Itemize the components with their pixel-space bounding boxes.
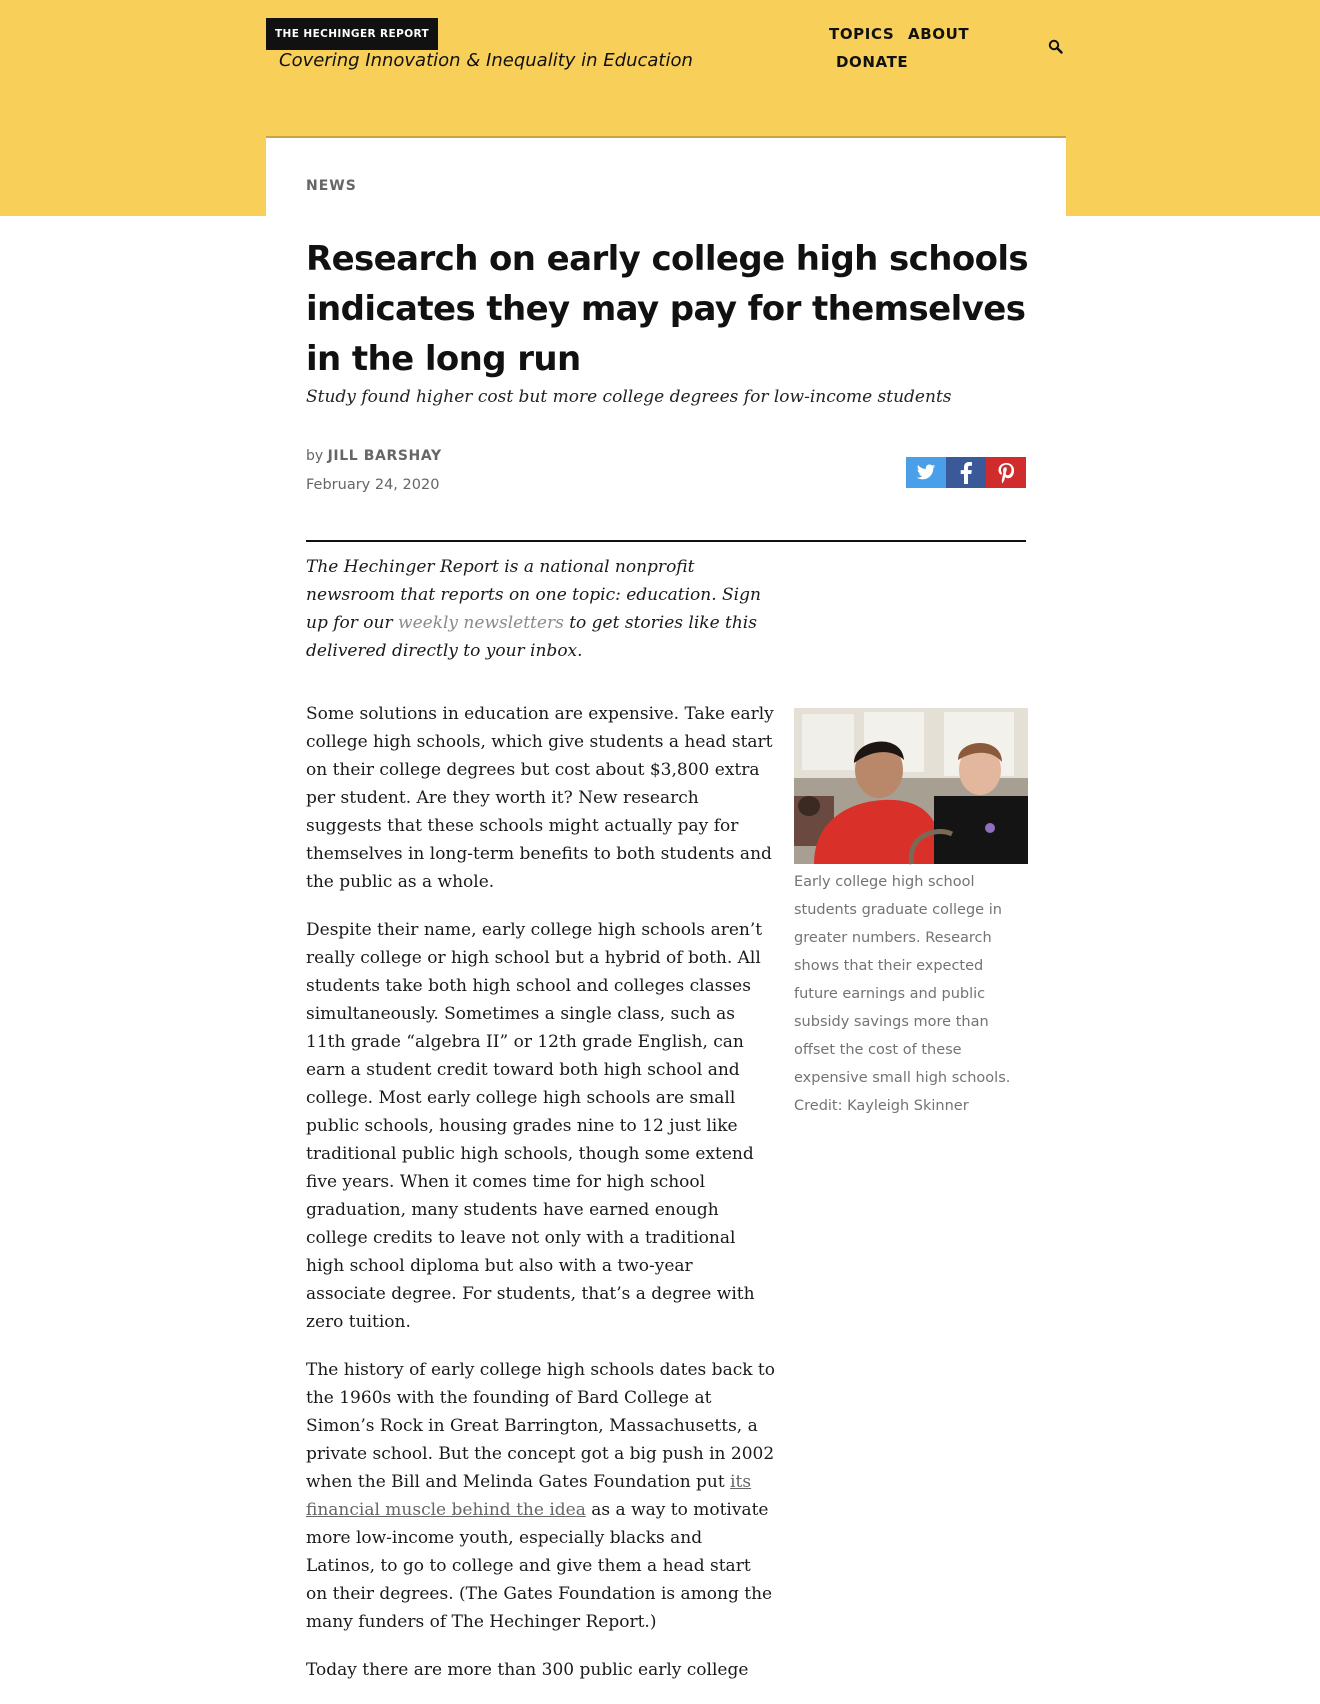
- gates-foundation-link[interactable]: its financial muscle behind the idea: [306, 1472, 752, 1520]
- logo-text: THE HECHINGER REPORT: [275, 28, 430, 40]
- byline-prefix: by: [306, 448, 324, 464]
- pinterest-icon: [997, 462, 1015, 484]
- body-paragraph-3: [306, 1356, 776, 1636]
- site-logo[interactable]: [266, 18, 438, 50]
- article-divider: [306, 540, 1026, 542]
- share-pinterest-button[interactable]: [986, 457, 1026, 488]
- share-twitter-button[interactable]: [906, 457, 946, 488]
- article-headline: Research on early college high schools indicates they may pay for themselves in the long run: [306, 239, 1029, 379]
- body-paragraph-2: Despite their name, early college high schools aren’t really college or high school but a hybrid of both. All students take both high school and colleges classes simultaneously. Sometimes a single class, such as 11th grade “algebra II” or 12th grade English, can earn a student credit toward both high school and college. Most early college high schools are small public schools, housing grades nine to 12 just like traditional public high schools, though some extend five years. When it comes time for high school graduation, many students have earned enough college credits to leave not only with a traditional high school diploma but also with a two-year associate degree. For students, that’s a degree with zero tuition.: [306, 920, 763, 1332]
- newsletter-link[interactable]: weekly newsletters: [398, 613, 564, 633]
- newsletter-promo: [306, 553, 776, 665]
- promo-text-before: The Hechinger Report is a national nonprofit newsroom that reports on one topic: education. Sign up for our: [306, 557, 761, 633]
- site-tagline: Covering Innovation & Inequality in Education: [279, 50, 693, 71]
- paragraph-3-text-before: The history of early college high schools dates back to the 1960s with the founding of Bard College at Simon’s Rock in Great Barrington, Massachusetts, a private school. But the concept got a big push in 2002 when the Bill and Melinda Gates Foundation put: [306, 1360, 775, 1492]
- promo-text-after: to get stories like this delivered directly to your inbox.: [306, 613, 757, 661]
- share-facebook-button[interactable]: [946, 457, 986, 488]
- body-paragraph-4: Today there are more than 300 public early college: [306, 1660, 749, 1680]
- publish-date: February 24, 2020: [306, 477, 440, 493]
- students-photo: [794, 708, 1028, 864]
- byline: [306, 448, 442, 464]
- article-category[interactable]: NEWS: [306, 178, 357, 194]
- nav-topics[interactable]: TOPICS: [829, 25, 895, 43]
- article-dek: Study found higher cost but more college degrees for low-income students: [306, 387, 952, 407]
- facebook-icon: [960, 462, 972, 484]
- photo-caption: Early college high school students graduate college in greater numbers. Research shows that their expected future earnings and public subsidy savings more than offset the cost of these expensive small high schools. Credit: Kayleigh Skinner: [794, 874, 1011, 1114]
- nav-donate[interactable]: DONATE: [836, 53, 909, 71]
- search-icon: [1047, 38, 1065, 56]
- article-photo[interactable]: [794, 708, 1028, 864]
- paragraph-3-text-after: as a way to motivate more low-income youth, especially blacks and Latinos, to go to college and give them a head start on their degrees. (The Gates Foundation is among the many funders of The Hechinger Report.): [306, 1500, 773, 1632]
- body-paragraph-1: Some solutions in education are expensive. Take early college high schools, which give students a head start on their college degrees but cost about $3,800 extra per student. Are they worth it? New research suggests that these schools might actually pay for themselves in long-term benefits to both students and the public as a whole.: [306, 704, 774, 892]
- nav-about[interactable]: ABOUT: [908, 25, 970, 43]
- twitter-icon: [916, 464, 936, 481]
- search-button[interactable]: [1047, 38, 1065, 56]
- author-link[interactable]: JILL BARSHAY: [327, 448, 442, 464]
- article-body: [306, 700, 776, 1704]
